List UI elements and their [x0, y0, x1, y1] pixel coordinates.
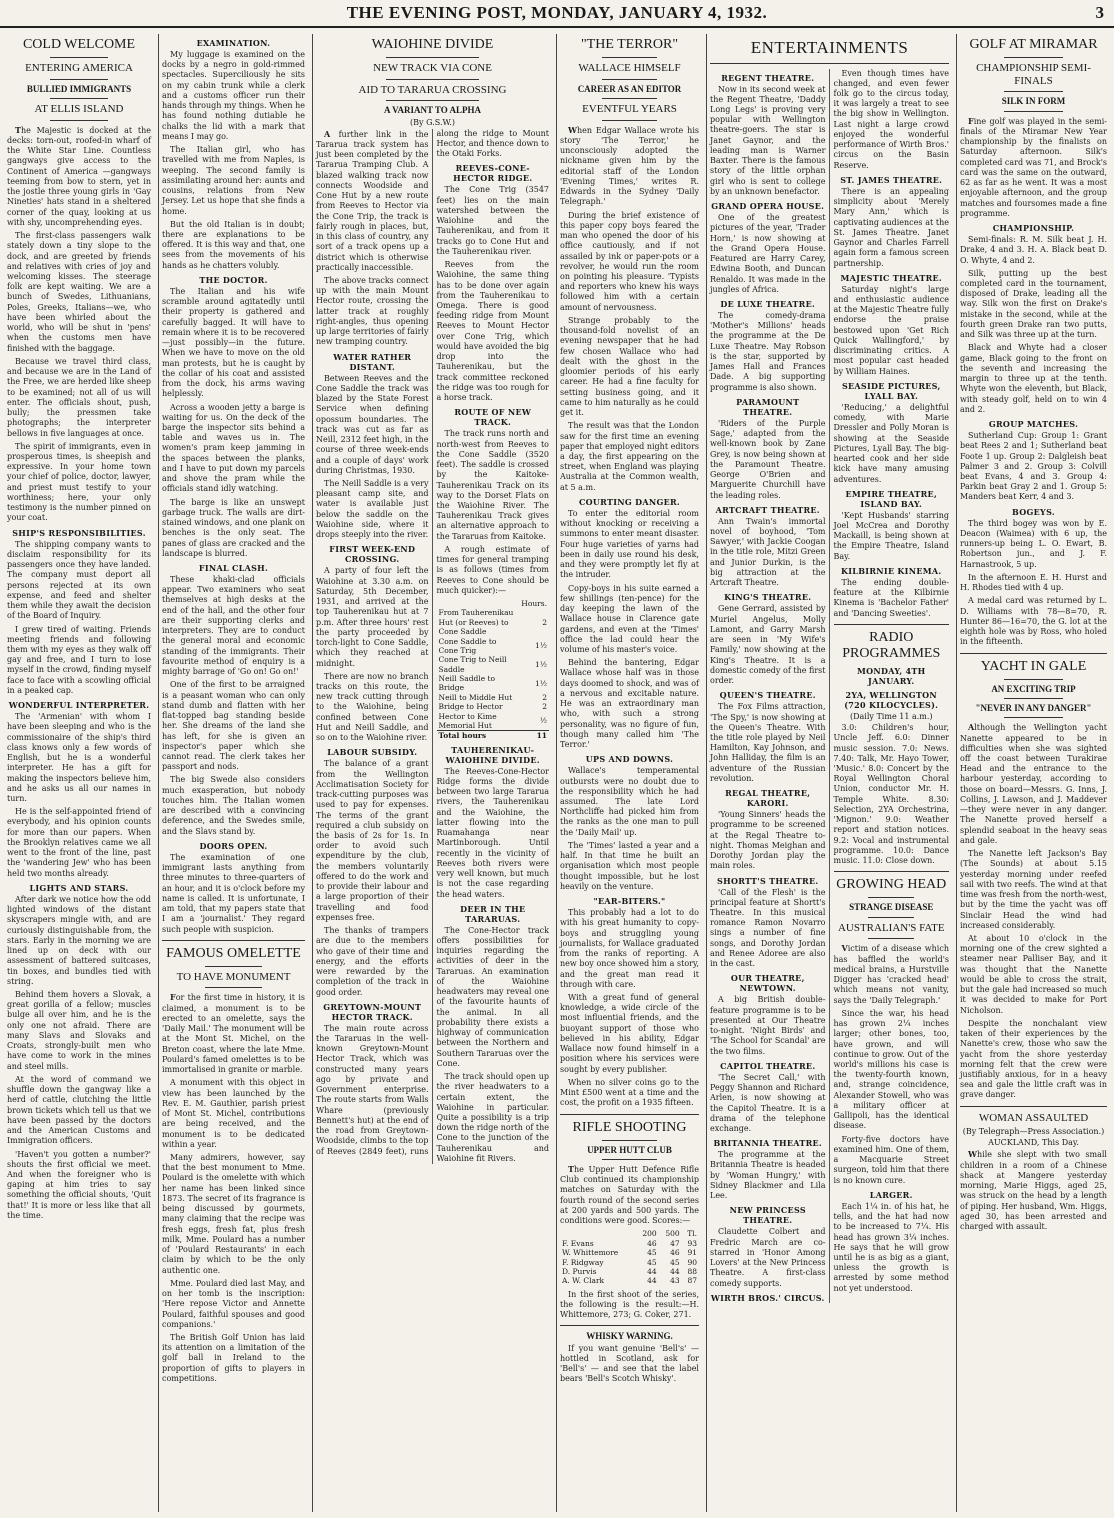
article-paragraph: Silk, putting up the best completed card in the tournament, disposed of Drake, leading all the way. Silk won the first on Drake's mistake in the second, while at the fourth green Drake ran two putts, and Silk was three up at the turn. — [960, 268, 1107, 340]
section-headline-radio: RADIO PROGRAMMES — [842, 629, 941, 661]
article-paragraph: Semi-finals: R. M. Silk beat J. H. Drake, 4 and 3. H. A. Black beat D. O. Whyte, 4 and 2. — [960, 235, 1107, 265]
section-subhead: LABOUR SUBSIDY. — [327, 747, 418, 758]
article-paragraph: Sutherland Cup: Group 1: Grant beat Rees 2 and 1; Sutherland beat Foote 1 up. Group 2: Dalgleish beat Palmer 3 and 2. Group 3: Colvill beat Evans, 4 and 3. Group 4: Parkin beat Gray 2 and 1. Group 5: Manders beat Kerr, 4 and 3. — [960, 431, 1107, 502]
times-hours: 2 — [542, 617, 547, 627]
article-subheadline: AID TO TARARUA CROSSING — [358, 83, 507, 96]
article-paragraph: The Italian girl, who has travelled with me from Naples, is weeping. The second family is assimilating around her: aunts and cousins, relations from New Jersey. Let us hope that she finds a home. — [162, 145, 305, 216]
times-table-header: Hours. — [521, 599, 547, 609]
times-leg: Neill to Middle Hut — [438, 692, 513, 702]
scores-cell: 44 — [670, 1266, 680, 1276]
article-paragraph: The Majestic is docked at the decks: torn-out, roofed-in wharf of the White Star Line. Countless gangways give access to the Continent of America —gangways teeming from bow to stern, yet in the jostle three young girls in 'Gay Nineties' hats stand in a sheltered corner of the quay, looking at us with shy, uncomprehending eyes. — [7, 124, 151, 227]
article-paragraph: The thanks of trampers are due to the members who gave of their time and energy, and the efforts were rewarded by the completion of the track in good order. — [316, 926, 429, 997]
article-paragraph: Mme. Poulard died last May, and on her tomb is the inscription: 'Here repose Victor and Annette Poulard, faithful spouses and good companions.' — [162, 1278, 305, 1329]
article-headline: FAMOUS OMELETTE — [166, 945, 301, 961]
section-subhead: DEER IN THE TARARUAS. — [460, 903, 526, 924]
scores-cell: A. W. Clark — [562, 1276, 605, 1286]
article-paragraph: 'Call of the Flesh' is the principal feature at Shortt's Theatre. In this musical romance Ramon Novarro sings a number of fine songs, and Dorothy Jordan and Renee Adoree are also in the cast. — [710, 887, 826, 969]
times-total-label: Total hours — [437, 731, 520, 741]
article-subheadline: "NEVER IN ANY DANGER" — [975, 702, 1092, 713]
article-paragraph: Black and Whyte had a closer game, Black going to the front on the seventh and increasing the margin to three up at the tenth. Whyte won the eleventh, but Black, with steady golf, held on to win 4 and 2. — [960, 343, 1107, 414]
article-paragraph: The balance of a grant from the Wellington Acclimatisation Society for track-cutting purposes was used to pay for expenses. The terms of the grant required a club subsidy on the basis of 2s for 1s. In order to avoid such expenditure by the club, the members voluntarily offered to do the work and to provide their labour and a large proportion of their travelling and food expenses free. — [316, 759, 429, 922]
divider — [602, 120, 658, 121]
byline: (By G.S.W.) — [410, 117, 455, 127]
times-hours: 2 — [542, 692, 547, 702]
article-headline: YACHT IN GALE — [980, 658, 1087, 674]
article-paragraph: 'Young Sinners' heads the programme to be screened at the Regal Theatre to-night. Thomas Meighan and Dorothy Jordan play the main roles. — [710, 810, 826, 871]
section-subhead: ROUTE OF NEW TRACK. — [454, 407, 532, 428]
article-paragraph: For the first time in history, it is claimed, a monument is to be erected to an omelette, says the 'Daily Mail.' The monument will be at the Mont St. Michel, on the Breton coast, where the late Mme. Poulard's famed omelettes is to be immortalised in granite or marble. — [162, 992, 305, 1075]
page-number: 3 — [1095, 3, 1104, 22]
article-paragraph: The 'Times' lasted a year and a half. In that time he built an organisation which most people thought impossible, but he lost heavily on the venture. — [560, 840, 699, 891]
article-paragraph: The shipping company wants to disclaim responsibility for its passengers once they have landed. The company must deport all persons rejected at its own expense, and feed and shelter them while they await the decision of the Board of Inquiry. — [7, 539, 151, 621]
divider — [834, 624, 950, 625]
venue-heading: QUEEN'S THEATRE. — [719, 690, 816, 701]
divider — [868, 917, 914, 918]
article-paragraph: One of the greatest pictures of the year, 'Trader Horn,' is now showing at the Grand Opera House. Featured are Harry Carey, Edwina Booth, and Duncan Renaldo. It was made in the jungles of Africa. — [710, 213, 826, 294]
divider — [50, 79, 108, 80]
article-subheadline: ENTERING AMERICA — [25, 62, 133, 75]
scores-cell: 45 — [647, 1257, 657, 1267]
section-headline-entertainments: ENTERTAINMENTS — [750, 38, 909, 57]
article-paragraph: A party of four left the Waiohine at 3.30 a.m. on Saturday, 5th December, 1931, and arrived at the top Tauherenikau hut at 7 p.m. After three hours' rest the party proceeded by torch-light to Cone Saddle, which they reached at midnight. — [316, 566, 429, 668]
article-paragraph: The comedy-drama 'Mother's Millions' heads the programme at the De Luxe Theatre. May Robson is the star, supported by James Hall and Frances Dade. A big supporting programme is also shown. — [710, 311, 826, 392]
article-subheadline: CHAMPIONSHIP SEMI-FINALS — [976, 62, 1091, 87]
times-row — [437, 693, 550, 702]
column-5 — [706, 34, 952, 1512]
article-paragraph: Since the war, his head has grown 2¼ inches larger; other bones, too, have grown, and will continue to grow. Out of the world's millions his case is the twenty-fourth known, and, strange coincidence, Alexander Stowell, who was a military officer at Gallipoli, has the identical disease. — [833, 1008, 949, 1131]
article-paragraph: Forty-five doctors have examined him. One of them, a Macquarie Street surgeon, told him that there is no known cure. — [833, 1134, 949, 1185]
article-headline: "THE TERROR" — [580, 37, 679, 52]
scores-cell: 46 — [647, 1238, 657, 1248]
section-subhead: UPS AND DOWNS. — [585, 754, 674, 765]
article-paragraph: Claudette Colbert and Fredric March are co-starred in 'Honor Among Lovers' at the New Princess Theatre. A first-class comedy supports. — [710, 1227, 826, 1288]
article-paragraph: There are now no branch tracks on this route, the new track cutting through to the Waiohine, being confined between Cone Hut and Neill Saddle, and so on to the Waiohine river. — [316, 671, 429, 743]
section-subhead: REEVES-CONE-HECTOR RIDGE. — [453, 163, 533, 184]
article-paragraph: One of the first to be arraigned is a peasant woman who can only stand dumb and flatten with her flat-topped bag standing beside her. She dreams of the land she has left, for she is given an inspector's paper which she cannot read. The clerk takes her passport and nods. — [162, 680, 305, 772]
article-paragraph: After dark we notice how the odd lighted windows of the distant skyscrapers mingle with, and are curiously distinguishable from, the stars. Early in the morning we are lined up on deck with our assessment of battered suitcases, tin boxes, and bundles tied with string. — [7, 894, 151, 986]
section-subhead: LARGER. — [869, 1189, 913, 1200]
venue-heading: GRAND OPERA HOUSE. — [711, 201, 825, 212]
venue-heading: PARAMOUNT THEATRE. — [736, 396, 800, 417]
article-subheadline: NEW TRACK VIA CONE — [373, 62, 492, 75]
article-paragraph: Between Reeves and the Cone Saddle the track was blazed by the State Forest Service when defining opossum boundaries. The track was cut as far as Neill, 2312 feet high, in the course of three week-ends and a couple of days' work during Christmas, 1930. — [316, 373, 429, 475]
divider — [1004, 111, 1063, 112]
article-paragraph: 'Reducing,' a delightful comedy, with Marie Dressler and Polly Moran is showing at the Seaside Pictures, Lyall Bay. The big-hearted cook and her side kick have many amusing adventures. — [833, 402, 949, 484]
article-paragraph: Victim of a disease which has baffled the world's medical brains, a Hurstville Digger has 'cracked head' which means not vanity, says the 'Daily Telegraph.' — [833, 943, 949, 1005]
scores-row — [560, 1267, 699, 1276]
venue-heading: KILBIRNIE KINEMA. — [841, 565, 942, 576]
scores-cell: 47 — [670, 1238, 680, 1248]
divider — [1004, 717, 1063, 718]
article-paragraph: Wallace's temperamental outbursts were no doubt due to the responsibility which he had assumed. The late Lord Northcliffe had picked him from the ranks as the one man to pull the 'Daily Mail' up. — [560, 766, 699, 837]
newspaper-dateline: THE EVENING POST, MONDAY, JANUARY 4, 1932. — [346, 3, 768, 22]
article-paragraph: The Italian and his wife scramble around agitatedly until their property is gathered and carefully bagged. It will have to remain where it is to be recovered—just possibly—in the future. When we have to move on the old man protests, but he is caught by the collar of his coat and assisted from the dock, his arms waving helplessly. — [162, 286, 305, 399]
article-paragraph: Reeves from the Waiohine, the same thing has to be done over again from the Tauherenikau to Omega. There is good feeding ridge from Mount Reeves to Mount Hector over Cone Trig, which would have avoided the big drop into the Tauherenikau, but the track committee reckoned the ridge was too rough for a horse track. — [436, 260, 549, 403]
article-paragraph: The spirit of immigrants, even in prosperous times, is sheepish and expressive. In your home town your chief of police, doctor, lawyer, and priest must testify to your worthiness; here, your only testimony is the number pinned on your coat. — [7, 441, 151, 523]
article-paragraph: The Cone Trig (3547 feet) lies on the main watershed between the Waiohine and the Tauherenikau, and from it tracks go to Cone Hut and the Tauherenikau river. — [436, 185, 549, 256]
divider — [868, 897, 914, 898]
article-paragraph: The first-class passengers walk stately down a tiny slope to the dock, and are greeted by friends and relatives with cries of joy and welcoming kisses. The steerage folk are kept waiting. We are a bunch of Swedes, Lithuanians, Poles, Greeks, Italians—we, who have been whirled about the world, who will be shut in 'pens' when the customs men have finished with the baggage. — [7, 231, 151, 353]
article-paragraph: Behind the bantering, Edgar Wallace whose half was in those days doomed to shock, and was of a nervous and excitable nature. He was an extraordinary man who, with such a strong personality, was no figure of fun, though many called him 'The Terror.' — [560, 658, 699, 750]
times-hours: 1½ — [534, 660, 547, 670]
venue-heading: ST. JAMES THEATRE. — [840, 174, 943, 185]
article-paragraph: I grew tired of waiting. Friends meeting friends and following them with my eyes as they walk off gay and free, and I turn to lose myself in the crowd, finding myself face to face with a scowling official in a peaked cap. — [7, 624, 151, 695]
article-paragraph: When Edgar Wallace wrote his story 'The Terror,' he unconsciously adopted the nickname given him by the editorial staff of the London 'Evening Times,' writes R. Edwards in the Sydney 'Daily Telegraph.' — [560, 124, 699, 207]
article-paragraph: Fine golf was played in the semi-finals of the Miramar New Year championship by the finalists on Saturday afternoon. Silk's completed card was 71, and Brock's card was the same on the outward, 62 as far as he went. It was a most enjoyable afternoon, and the group matches and foursomes made a fine programme. — [960, 115, 1107, 218]
dateline: AUCKLAND, This Day. — [988, 1138, 1079, 1148]
scores-cell: 87 — [687, 1276, 697, 1286]
article-paragraph: These khaki-clad officials appear. Two examiners who seat themselves at high desks at the end of the hall, and the other four are their supporting clerks and interpreters. They are to conduct the general moral and economic standing of the immigrants. Their favourite method of enquiry is a mighty barrage of 'Go on! Go on!' — [162, 575, 305, 677]
section-subhead: LIGHTS AND STARS. — [29, 882, 129, 893]
article-paragraph: At about 10 o'clock in the morning one of the crew sighted a steamer near Palliser Bay, and it was thought that the Nanette would be able to cross the strait, but the gale had increased so much it was decided to make for Port Nicholson. — [960, 933, 1107, 1015]
article-paragraph: Ann Twain's immortal novel of boyhood, 'Tom Sawyer,' with Jackie Coogan in the title role, Mitzi Green and Junior Durkin, is the big attraction at the Artcraft Theatre. — [710, 516, 826, 588]
times-row — [437, 655, 550, 674]
divider — [386, 57, 479, 58]
article-headline: RIFLE SHOOTING — [572, 1119, 687, 1135]
article-paragraph: A monument with this object in view has been launched by the Rev. E. M. Gauthier, parish priest of Mont St. Michel, contributions are being received, and the monument is to be dedicated within a year. — [162, 1078, 305, 1149]
scores-cell: 45 — [670, 1257, 680, 1267]
article-paragraph: The track should open up the river headwaters to a certain extent, the Waiohine in particular. Quite a possibility is a trip down the ridge north of the Cone to the junction of the Tauherenikau and Waiohine fit Rivers. — [436, 1072, 549, 1163]
article-paragraph: The main route across the Tararuas in the well-known Greytown-Mount Hector Track, which was constructed many years ago by private and Government enterprise. The route starts from Walls Whare (previously Bennett's hut) at the end of the road from Greytown-Woodside, climbs to the top of Reeves (2849 feet), runs along the ridge to Mount Hector, and thence down to the Otaki Forks. — [316, 128, 549, 1156]
times-total-row — [437, 731, 550, 741]
section-subhead: FINAL CLASH. — [198, 563, 269, 574]
divider — [834, 871, 950, 872]
times-hours: 1½ — [534, 641, 547, 651]
divider — [1004, 679, 1063, 680]
times-leg: From Tauherenikau Hut (or Reeves) to Cone Saddle — [438, 608, 514, 637]
section-subhead: DOORS OPEN. — [199, 840, 268, 851]
divider — [868, 938, 914, 939]
scores-row — [560, 1258, 699, 1267]
scores-cell: 46 — [670, 1248, 680, 1258]
article-subheadline: EVENTFUL YEARS — [582, 103, 677, 116]
venue-heading: BRITANNIA THEATRE. — [713, 1138, 822, 1149]
scores-cell: 45 — [647, 1248, 657, 1258]
article-paragraph: Gene Gerrard, assisted by Muriel Angelus, Molly Lamont, and Garry Marsh are seen in 'My Wife's Family,' now showing at the King's Theatre. It is a domestic comedy of the first order. — [710, 604, 826, 686]
divider — [50, 120, 108, 121]
divider — [960, 1106, 1107, 1107]
article-paragraph: My luggage is examined on the docks by a negro in gold-rimmed spectacles. Superciliously he sits on my cabin trunk while a clerk and a customs officer run their hands through my things. When he has found nothing dutiable he chalks the lid with a mark that means I may go. — [162, 50, 305, 141]
divider — [50, 98, 108, 99]
article-paragraph: At the word of command we shuffle down the gangway like a herd of cattle, clutching the little brown tickets which tell us that we have been passed by the doctors and the American Customs and Immigration officers. — [7, 1074, 151, 1146]
divider — [602, 98, 658, 99]
article-paragraph: Despite the nonchalant view taken of their experiences by the Nanette's crew, those who saw the yacht from the shore yesterday morning felt that the crew were justifiably anxious, for in a heavy sea and gale the little craft was in grave danger. — [960, 1018, 1107, 1100]
article-subheadline: CAREER AS AN EDITOR — [577, 83, 682, 94]
divider — [710, 63, 949, 64]
column-1 — [4, 34, 154, 1512]
article-paragraph: The Cone-Hector track offers possibilities for inquiries regarding the activities of deer in the Tararuas. An examination of the Waiohine headwaters may reveal one of the favourite haunts of the animal. In all probability there exists a highway of communication between the Northern and Southern Tararuas over the Cone. — [436, 925, 549, 1068]
column-4 — [556, 34, 702, 1512]
divider — [386, 79, 479, 80]
article-paragraph: The result was that the London saw for the first time an evening paper that employed night editors a day, the first appearing on the street, when England was playing Australia at the Common wealth, at 5 a.m. — [560, 421, 699, 492]
scores-header-cell — [560, 1229, 636, 1238]
article-paragraph: In the afternoon E. H. Hurst and H. Rhodes tied with 4 up. — [960, 572, 1107, 593]
divider — [560, 1325, 699, 1326]
scores-row — [560, 1239, 699, 1248]
venue-heading: SEASIDE PICTURES, LYALL BAY. — [841, 380, 941, 401]
section-subhead: GREYTOWN-MOUNT HECTOR TRACK. — [323, 1001, 422, 1022]
scores-cell: 44 — [647, 1266, 657, 1276]
article-paragraph: The Reeves-Cone-Hector Ridge forms the divide between two large Tararua rivers, the Tauherenikau and the Waiohine, the latter flowing into the Ruamahanga near Martinborough. Until recently in the vicinity of Reeves both rivers were very well known, but much is not the case regarding the head waters. — [436, 766, 549, 899]
article-headline: GOLF AT MIRAMAR — [969, 37, 1098, 52]
article-paragraph: While she slept with two small children in a room of a Chinese shack at Mangere yesterday morning, Marie Higgs, aged 25, was struck on the head by a length of piping. Her husband, Wm. Higgs, aged 30, has been arrested and charged with assault. — [960, 1149, 1107, 1231]
article-paragraph: Because we travel third class, and because we are in the Land of the Free, we are herded like sheep to be examined; not all of us will enter. The officials shout, push, bully; the pressmen take photographs; the interpreter bellows in five languages at once. — [7, 356, 151, 438]
divider — [1004, 57, 1063, 58]
article-subheadline: A VARIANT TO ALPHA — [384, 105, 481, 116]
divider — [205, 966, 262, 967]
article-subheadline: WALLACE HIMSELF — [578, 62, 681, 75]
article-paragraph: Many admirers, however, say that the best monument to Mme. Poulard is the omelette with which her name has been linked since 1873. The secret of its fragrance is being discussed by gourmets, many claiming that the recipe was fresh eggs, fresh fat, plus fresh milk, Mme. Poulard has a number of 'Poulard Restaurants' in each claim by which to be the only authentic one. — [162, 1153, 305, 1275]
times-hours: 2 — [542, 702, 547, 712]
times-leg: Hector to Kime Memorial Hut — [438, 711, 497, 730]
article-paragraph: 'The Secret Call,' with Peggy Shannon and Richard Arlen, is now showing at the Capitol Theatre. It is a drama of the telephone exchange. — [710, 1072, 826, 1133]
divider — [1004, 91, 1063, 92]
section-subhead: SHIP'S RESPONSIBILITIES. — [12, 527, 146, 538]
advert-headline: WHISKY WARNING. — [586, 1331, 673, 1342]
scores-header-cell: Tl. — [687, 1229, 697, 1239]
scores-cell: 44 — [647, 1276, 657, 1286]
article-paragraph: A medal card was returned by L. D. Williams with 78—8=70, R. Hunter 86—16=70, the G. lot at the eighth hole was by Ross, who holed in the fifteenth. — [960, 596, 1107, 647]
times-hours: ½ — [539, 716, 547, 726]
times-leg: Neill Saddle to Bridge — [438, 674, 496, 693]
section-subhead: "EAR-BITERS." — [593, 896, 666, 907]
divider — [960, 653, 1107, 654]
scores-cell: 93 — [687, 1238, 697, 1248]
article-paragraph: The Fox Films attraction, 'The Spy,' is now showing at the Queen's Theatre. With the title role played by Neil Hamilton, Kay Johnson, and John Halliday, the film is an adventure of the Russian revolution. — [710, 702, 826, 783]
article-paragraph: There is an appealing simplicity about 'Merely Mary Ann,' which is captivating audiences at the St. James Theatre. Janet Gaynor and Charles Farrell again form a famous screen partnership. — [833, 186, 949, 268]
scores-cell: F. Evans — [562, 1238, 594, 1248]
article-headline: WOMAN ASSAULTED — [978, 1111, 1089, 1124]
section-subhead: WONDERFUL INTERPRETER. — [8, 700, 150, 711]
two-column-body — [316, 129, 549, 1164]
divider — [162, 940, 305, 941]
divider — [386, 100, 479, 101]
radio-time: (Daily Time 11 a.m.) — [849, 712, 933, 722]
scores-header-cell: 200 — [642, 1229, 657, 1239]
times-row — [437, 637, 550, 656]
venue-heading: SHORTT'S THEATRE. — [717, 875, 819, 886]
divider — [602, 1140, 658, 1141]
article-paragraph: Now in its second week at the Regent Theatre, 'Daddy Long Legs' is proving very popular with Wellington theatre-goers. The star is Janet Gaynor, and the leading man is Warner Baxter. There is the famous story of the little orphan girl who is sent to college by an unknown benefactor. — [710, 84, 826, 196]
article-paragraph: 'Riders of the Purple Sage,' adapted from the well-known book by Zane Grey, is now being shown at the Paramount Theatre. George O'Brien and Marguerite Churchill have the leading roles. — [710, 418, 826, 500]
article-paragraph: When no silver coins go to the Mint £500 went at a time and the cost, the profit on a 1935 fifteen. — [560, 1077, 699, 1108]
article-paragraph: Each 1¼ in. of his hat, he tells, and the hat had now to be increased to 7¼. His head has grown 3¼ inches. He says that he will grow until he is as big as a giant, unless the growth is arrested by some method not yet understood. — [833, 1201, 949, 1293]
article-paragraph: 'Kept Husbands' starring Joel McCrea and Dorothy Mackaill, is being shown at the Empire Theatre, Island Bay. — [833, 510, 949, 561]
article-paragraph: The examination of one immigrant lasts anything from three minutes to three-quarters of an hour, and it is o'clock before my name is called. It is unfortunate, I am told, that my papers state that I am a 'journalist.' They regard such people with suspicion. — [162, 852, 305, 934]
section-subhead: GROUP MATCHES. — [988, 419, 1079, 430]
times-total-value: 11 — [519, 731, 549, 741]
article-paragraph: Behind them hovers a Slovak, a great gorilla of a fellow; muscles bulge all over him, and he is the only one not afraid. There are many Slavs and Slovaks and Croats, strongly-built men who have come to work in the mines and steel mills. — [7, 990, 151, 1071]
scores-cell: 91 — [687, 1248, 697, 1258]
scores-table — [560, 1229, 699, 1285]
article-paragraph: Saturday night's large and enthusiastic audience at the Majestic Theatre fully endorse the praise bestowed upon 'Get Rich Quick Wallingford,' by discriminating critics. A most popular cast headed by William Haines. — [833, 284, 949, 376]
venue-heading: OUR THEATRE, NEWTOWN. — [730, 973, 805, 994]
article-paragraph: A big British double-feature programme is to be presented at Our Theatre to-night. 'Night Birds' and 'The School for Scandal' are the two films. — [710, 995, 826, 1056]
radio-date: MONDAY, 4TH JANUARY. — [856, 666, 926, 687]
section-subhead: THE DOCTOR. — [199, 274, 268, 285]
article-paragraph: 'Haven't you gotten a number?' shouts the first official we meet. And when the foreigner who is gaping at him tries to say something the official shouts, 'Quit that!' It is more or less like that all the time. — [7, 1149, 151, 1220]
section-subhead: FIRST WEEK-END CROSSING. — [329, 544, 416, 565]
article-paragraph: The barge is like an unswept garbage truck. The walls are dirt-stained windows, and one plank on benches is the only seat. The panes of glass are cracked and the landscape is blurred. — [162, 497, 305, 558]
column-2 — [158, 34, 308, 1512]
scores-header-cell: 500 — [665, 1229, 680, 1239]
article-paragraph: Copy-boys in his suite earned a few shillings (ten-pence) for the day keeping the lawn of the Wallace house in Clarence gate gardens, and even at the 'Times' office the lad could hear the volume of his master's voice. — [560, 583, 699, 654]
article-paragraph: The Neill Saddle is a very pleasant camp site, and water is available just below the saddle on the Waiohine side, where it drops steeply into the river. — [316, 478, 429, 540]
article-paragraph: The British Golf Union has laid its attention on a limitation of the golf ball in Ireland to the proportion of gifts to players in competitions. — [162, 1332, 305, 1383]
masthead — [0, 0, 1114, 28]
section-subhead: WATER RATHER DISTANT. — [333, 351, 412, 372]
venue-heading: DE LUXE THEATRE. — [720, 299, 816, 309]
scores-cell: 43 — [670, 1276, 680, 1286]
scores-cell: 88 — [687, 1266, 697, 1276]
article-headline: WAIOHINE DIVIDE — [371, 37, 494, 52]
article-paragraph: Although the Wellington yacht Nanette appeared to be in difficulties when she was sighted off the coast between Turakirae Head and the entrance to the harbour yesterday, according to those on board—Messrs. G. Inns, J. Collins, J. Lawson, and J. Maddever—they were never in any danger. The Nanette proved herself a splendid seaboat in the heavy seas and gale. — [960, 722, 1107, 845]
section-subhead: EXAMINATION. — [196, 38, 271, 48]
article-subheadline: UPPER HUTT CLUB — [587, 1144, 672, 1155]
scores-cell: W. Whittemore — [562, 1248, 619, 1258]
article-headline: GROWING HEAD — [836, 877, 947, 893]
article-paragraph: A further link in the Tararua track system has just been completed by the Tararua Tramping Club. A blazed walking track now connects Woodside and Cone Hut by a new route from Reeves to Hector via the Cone Trip, the track is fairly rough in places, but, in this class of country, any sort of a track opens up a district which is otherwise practically inaccessible. — [316, 128, 429, 272]
article-paragraph: In the first shoot of the series, the following is the result:—H. Whittemore, 273; G. Coker, 271. — [560, 1289, 699, 1320]
venue-heading: NEW PRINCESS THEATRE. — [729, 1205, 806, 1226]
article-paragraph: During the brief existence of this paper copy boys feared the man who opened the door of his office cautiously, and if not assailed by ink or paper-pots or a revolver, he would run the room on pointing his pleasure. 'Typists and reporters who knew his ways followed him with a certain amount of nervousness. — [560, 210, 699, 312]
times-leg: Bridge to Hector — [438, 702, 503, 712]
divider — [205, 987, 262, 988]
article-paragraph: The above tracks connect up with the main Mount Hector route, crossing the latter track at roughly right-angles, thus opening up large territories of fairly new tramping country. — [316, 276, 429, 347]
article-paragraph: The big Swede also considers much exasperation, but nobody touches him. The Italian women are described with a convincing deference, and the Swedes smile, and the Slavs stand by. — [162, 775, 305, 836]
byline: (By Telegraph—Press Association.) — [962, 1127, 1105, 1137]
times-row — [437, 702, 550, 711]
article-paragraph: With a great fund of general knowledge, a wide circle of the most influential friends, and the buoyant support of those who believed in his ability, Edgar Wallace now found himself in a position where his services were sought by every publisher. — [560, 993, 699, 1074]
divider — [50, 57, 108, 58]
venue-heading: ARTCRAFT THEATRE. — [715, 504, 820, 515]
column-3 — [312, 34, 552, 1512]
article-paragraph: The programme at the Britannia Theatre is headed by 'Woman Hungry,' with Sidney Blackmer and Lila Lee. — [710, 1150, 826, 1201]
venue-heading: WIRTH BROS.' CIRCUS. — [710, 1292, 825, 1303]
article-paragraph: This probably had a lot to do with his great humanity to copy-boys and struggling young journalists, for Wallace graduated from the ranks of reporting. A new boy once showed him a story, and the great man read it through with care. — [560, 908, 699, 989]
article-paragraph: The track runs north and north-west from Reeves to the Cone Saddle (3520 feet). The saddle is crossed by the Kaitoke-Tauherenikau Track on its way to the Dorset Flats on the Waiohine River. The Tauherenikau Track gives an alternative approach to the Tararuas from Kaitoke. — [436, 429, 549, 541]
article-subheadline: TO HAVE MONUMENT — [176, 970, 291, 983]
section-subhead: TAUHERENIKAU-WAIOHINE DIVIDE. — [445, 744, 540, 765]
divider — [1004, 698, 1063, 699]
article-paragraph: The 'Armenian' with whom I have been sleeping and who is the commissionaire of the ship's third class knows only a few words of English, but he is a wonderful interpreter. He has a gift for making the inspectors believe him, and he asks us all our names in turn. — [7, 712, 151, 804]
article-paragraph: He is the self-appointed friend of everybody, and his opinion counts for more than our papers. When the Brooklyn relatives came we all went to the front of the line, past the 'wandering Jew' who has been held two months already. — [7, 807, 151, 878]
divider — [602, 79, 658, 80]
article-subheadline: AT ELLIS ISLAND — [34, 103, 124, 116]
article-subheadline: STRANGE DISEASE — [849, 902, 934, 913]
advert-text: If you want genuine 'Bell's' — hottled in Scotland, ask for 'Bell's' — and see that the label bears 'Bell's Scotch Whisky'. — [560, 1343, 699, 1384]
article-paragraph: Strange probably to the thousand-fold novelist of an evening newspaper that he had few chosen Wallace who had dealt with the ghost in the gloomier periods of his early career. He had a fine faculty for setting business going, and it came to him naturally as he could get it. — [560, 315, 699, 418]
entertainments-body — [710, 69, 949, 1303]
article-paragraph: Across a wooden jetty a barge is waiting for us. On the deck of the barge the inspector sits behind a table and waves us in. The women's pram keep jamming in the spaces between the planks, and I have to put down my parcels and shove the pram while the officials stand idly watching. — [162, 402, 305, 494]
scores-row — [560, 1248, 699, 1257]
venue-heading: CAPITOL THEATRE. — [720, 1060, 816, 1071]
radio-programme-listing: 3.0: Children's hour, Uncle Jeff. 6.0: Dinner music session. 7.0: News. 7.40: Talk, Mr. Hayo Tower, 'Music.' 8.0: Concert by the Royal Wellington Choral Union, conductor Mr. H. Temple White. 8.30: Selection, 2YA Orchestrina, 'Mignon.' 9.0: Weather report and station notices. 9.2: Vocal and instrumental programme. 10.0: Dance music. 11.0: Close down. — [833, 723, 949, 866]
article-subheadline: SILK IN FORM — [1001, 96, 1066, 107]
article-paragraph: The Nanette left Jackson's Bay (The Sounds) at about 5.15 yesterday morning under reefed sail with two reefs. The wind at that time was fresh from the north-west, but by the time the yacht was off Sinclair Head the wind had increased considerably. — [960, 849, 1107, 930]
article-headline: COLD WELCOME — [22, 37, 136, 52]
article-paragraph: The third bogey was won by E. Deacon (Waimea) with 6 up, the runners-up being L. O. Ewart, B. Robertson jun., and J. F. Harnastrook, 5 up. — [960, 518, 1107, 569]
venue-heading: KING'S THEATRE. — [724, 592, 812, 603]
section-subhead: BOGEYS. — [1012, 506, 1055, 517]
section-subhead: CHAMPIONSHIP. — [992, 223, 1075, 234]
article-paragraph: The ending double-feature at the Kilbirnie Kinema is 'Bachelor Father' and 'Dancing Sweeties'. — [833, 577, 949, 618]
times-leg: Cone Trig to Neill Saddle — [438, 655, 507, 674]
article-paragraph: The Upper Hutt Defence Rifle Club continued its championship matches on Saturday with the fourth round of the second series at 200 yards and 500 yards. The conditions were good. Scores:— — [560, 1164, 699, 1226]
article-paragraph: To enter the editorial room without knocking or receiving a summons to enter meant disaster. Four huge varieties of yarns had been in daily use round his desk, and they were promptly let fly at the intruder. — [560, 508, 699, 580]
article-paragraph: A rough estimate of times for general tramping is as follows (times from Reeves to Cone should be much quicker):— — [436, 544, 549, 595]
times-table — [437, 599, 550, 741]
radio-station: 2YA, WELLINGTON (720 KILOCYCLES). — [844, 690, 939, 711]
times-row — [437, 674, 550, 693]
venue-heading: REGAL THEATRE, KARORI. — [725, 788, 811, 809]
venue-heading: EMPIRE THEATRE, ISLAND BAY. — [845, 488, 938, 509]
divider — [602, 57, 658, 58]
column-6 — [956, 34, 1110, 1512]
article-paragraph: But the old Italian is in doubt; there are explanations to be offered. It is this way and that, one sees from the movements of his hands as he chatters volubly. — [162, 219, 305, 270]
article-subheadline: AUSTRALIAN'S FATE — [837, 921, 945, 934]
times-row — [437, 608, 550, 636]
times-leg: Cone Saddle to Cone Trig — [438, 636, 497, 655]
article-paragraph: Even though times have changed, and even fewer folk go to the circus today, it was largely a treat to see the big show in Wellington. Last night a large crowd enjoyed the wonderful performance of Wirth Bros.' circus on the Basin Reserve. — [833, 68, 949, 170]
article-subheadline: AN EXCITING TRIP — [991, 683, 1076, 694]
venue-heading: REGENT THEATRE. — [721, 72, 815, 83]
article-subheadline: BULLIED IMMIGRANTS — [26, 83, 132, 94]
divider — [560, 1114, 699, 1115]
venue-heading: MAJESTIC THEATRE. — [840, 272, 943, 283]
scores-cell: 90 — [687, 1257, 697, 1267]
scores-cell: D. Purvis — [562, 1266, 597, 1276]
times-hours: 1½ — [534, 678, 547, 688]
section-subhead: COURTING DANGER. — [578, 496, 681, 507]
scores-cell: F. Ridgway — [562, 1257, 604, 1267]
times-row — [437, 712, 550, 731]
divider — [602, 1159, 658, 1160]
scores-row — [560, 1276, 699, 1285]
